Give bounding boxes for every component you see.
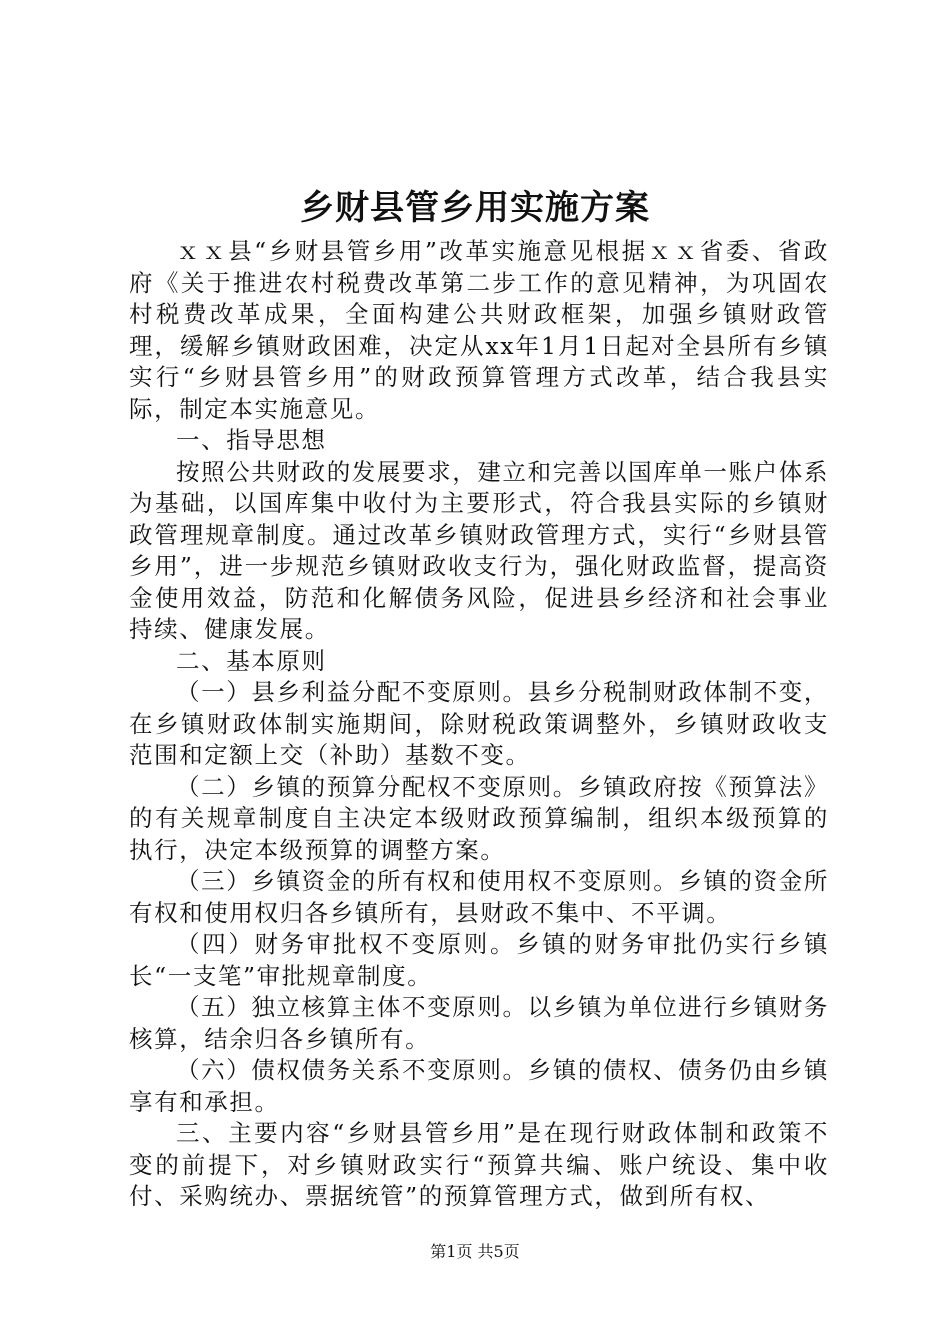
principle-6-paragraph: （六）债权债务关系不变原则。乡镇的债权、债务仍由乡镇享有和承担。 <box>129 1056 829 1116</box>
page-number-footer: 第1页 共5页 <box>430 1242 520 1261</box>
principle-2-paragraph: （二）乡镇的预算分配权不变原则。乡镇政府按《预算法》的有关规章制度自主决定本级财政预算编制，组织本级预算的执行，决定本级预算的调整方案。 <box>129 772 829 864</box>
section-heading-basic-principles: 二、基本原则 <box>176 646 327 675</box>
main-content-paragraph: 三、主要内容“乡财县管乡用”是在现行财政体制和政策不变的前提下，对乡镇财政实行“预算共编、账户统设、集中收付、采购统办、票据统管”的预算管理方式，做到所有权、 <box>129 1119 829 1210</box>
principle-1-paragraph: （一）县乡利益分配不变原则。县乡分税制财政体制不变，在乡镇财政体制实施期间，除财税政策调整外，乡镇财政收支范围和定额上交（补助）基数不变。 <box>129 678 829 769</box>
principle-4-paragraph: （四）财务审批权不变原则。乡镇的财务审批仍实行乡镇长“一支笔”审批规章制度。 <box>129 930 829 990</box>
document-title: 乡财县管乡用实施方案 <box>300 188 650 228</box>
guiding-ideology-paragraph: 按照公共财政的发展要求，建立和完善以国库单一账户体系为基础，以国库集中收付为主要形式，符合我县实际的乡镇财政管理规章制度。通过改革乡镇财政管理方式，实行“乡财县管乡用”，进一步规范乡镇财政收支行为，强化财政监督，提高资金使用效益，防范和化解债务风险，促进县乡经济和社会事业持续、健康发展。 <box>129 457 829 643</box>
intro-paragraph: ｘｘ县“乡财县管乡用”改革实施意见根据ｘｘ省委、省政府《关于推进农村税费改革第二步工作的意见精神，为巩固农村税费改革成果，全面构建公共财政框架，加强乡镇财政管理，缓解乡镇财政困难，决定从xx年1月1日起对全县所有乡镇实行“乡财县管乡用”的财政预算管理方式改革，结合我县实际，制定本实施意见。 <box>129 237 829 423</box>
principle-5-paragraph: （五）独立核算主体不变原则。以乡镇为单位进行乡镇财务核算，结余归各乡镇所有。 <box>129 993 829 1053</box>
principle-3-paragraph: （三）乡镇资金的所有权和使用权不变原则。乡镇的资金所有权和使用权归各乡镇所有，县财政不集中、不平调。 <box>129 867 829 927</box>
section-heading-guiding-ideology: 一、指导思想 <box>176 426 327 454</box>
document-body <box>129 236 829 1213</box>
